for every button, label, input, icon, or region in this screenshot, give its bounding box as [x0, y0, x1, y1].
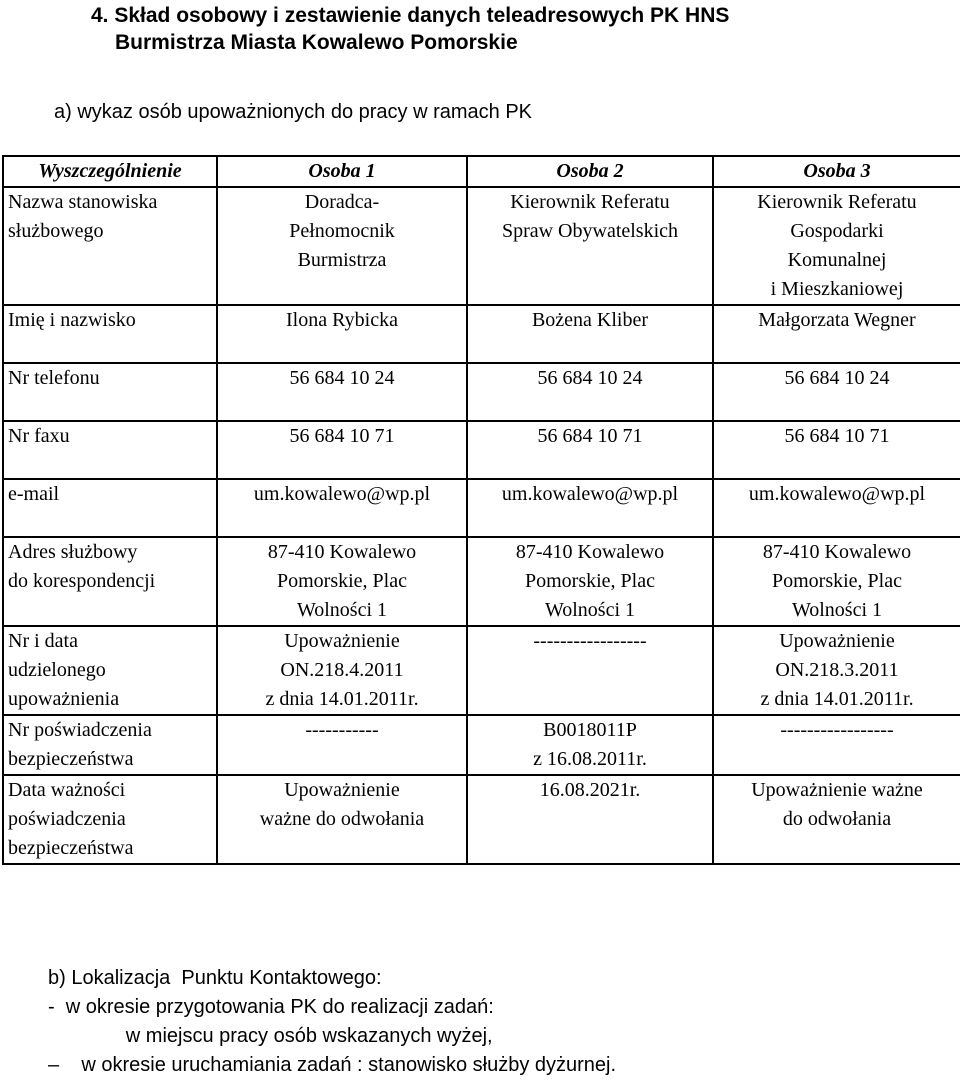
row-label: Nazwa stanowiska służbowego	[3, 187, 217, 305]
cell-osoba-1: Ilona Rybicka	[217, 305, 467, 363]
cell-osoba-1: Upoważnienie ważne do odwołania	[217, 775, 467, 864]
cell-osoba-1: -----------	[217, 715, 467, 775]
section-b-line-1: - w okresie przygotowania PK do realizacji zadań:	[48, 996, 494, 1018]
section-a-title: a) wykaz osób upoważnionych do pracy w ramach PK	[54, 101, 533, 123]
row-label: Nr telefonu	[3, 363, 217, 421]
heading-line-2: Burmistrza Miasta Kowalewo Pomorskie	[115, 31, 518, 54]
table-row	[3, 305, 960, 363]
header-cell: Osoba 3	[713, 156, 960, 187]
table-row	[3, 421, 960, 479]
row-label: Adres służbowy do korespondencji	[3, 537, 217, 626]
row-label: Data ważności poświadczenia bezpieczeństwa	[3, 775, 217, 864]
cell-osoba-2: Bożena Kliber	[467, 305, 713, 363]
table-row	[3, 626, 960, 715]
table-row	[3, 715, 960, 775]
cell-osoba-3: 87-410 Kowalewo Pomorskie, Plac Wolności 1	[713, 537, 960, 626]
row-label: Nr faxu	[3, 421, 217, 479]
table-header-row	[3, 156, 960, 187]
table-row	[3, 479, 960, 537]
cell-osoba-2: 16.08.2021r.	[467, 775, 713, 864]
header-cell: Wyszczególnienie	[3, 156, 217, 187]
cell-osoba-1: Upoważnienie ON.218.4.2011 z dnia 14.01.2011r.	[217, 626, 467, 715]
table-row	[3, 363, 960, 421]
table-row	[3, 187, 960, 305]
row-label: Nr poświadczenia bezpieczeństwa	[3, 715, 217, 775]
cell-osoba-1: Doradca- Pełnomocnik Burmistrza	[217, 187, 467, 305]
row-label: Nr i data udzielonego upoważnienia	[3, 626, 217, 715]
page-heading	[91, 2, 729, 56]
cell-osoba-2: -----------------	[467, 626, 713, 715]
cell-osoba-3: -----------------	[713, 715, 960, 775]
cell-osoba-2: B0018011P z 16.08.2011r.	[467, 715, 713, 775]
section-b	[48, 964, 616, 1080]
cell-osoba-1: 56 684 10 24	[217, 363, 467, 421]
cell-osoba-2: um.kowalewo@wp.pl	[467, 479, 713, 537]
cell-osoba-3: Upoważnienie ON.218.3.2011 z dnia 14.01.2011r.	[713, 626, 960, 715]
cell-osoba-3: Upoważnienie ważne do odwołania	[713, 775, 960, 864]
cell-osoba-3: um.kowalewo@wp.pl	[713, 479, 960, 537]
table-row	[3, 775, 960, 864]
cell-osoba-3: 56 684 10 24	[713, 363, 960, 421]
cell-osoba-3: Małgorzata Wegner	[713, 305, 960, 363]
cell-osoba-3: Kierownik Referatu Gospodarki Komunalnej i Mieszkaniowej	[713, 187, 960, 305]
heading-line-1: 4. Skład osobowy i zestawienie danych teleadresowych PK HNS	[91, 4, 730, 27]
contact-table	[2, 155, 960, 865]
section-b-title: b) Lokalizacja Punktu Kontaktowego:	[48, 967, 382, 989]
cell-osoba-2: 87-410 Kowalewo Pomorskie, Plac Wolności 1	[467, 537, 713, 626]
header-cell: Osoba 2	[467, 156, 713, 187]
cell-osoba-2: 56 684 10 71	[467, 421, 713, 479]
header-cell: Osoba 1	[217, 156, 467, 187]
cell-osoba-1: 87-410 Kowalewo Pomorskie, Plac Wolności 1	[217, 537, 467, 626]
row-label: e-mail	[3, 479, 217, 537]
cell-osoba-1: 56 684 10 71	[217, 421, 467, 479]
cell-osoba-2: 56 684 10 24	[467, 363, 713, 421]
cell-osoba-3: 56 684 10 71	[713, 421, 960, 479]
section-b-line-3: – w okresie uruchamiania zadań : stanowisko służby dyżurnej.	[48, 1054, 617, 1076]
cell-osoba-1: um.kowalewo@wp.pl	[217, 479, 467, 537]
section-b-line-2: w miejscu pracy osób wskazanych wyżej,	[48, 1025, 493, 1047]
row-label: Imię i nazwisko	[3, 305, 217, 363]
cell-osoba-2: Kierownik Referatu Spraw Obywatelskich	[467, 187, 713, 305]
table-row	[3, 537, 960, 626]
